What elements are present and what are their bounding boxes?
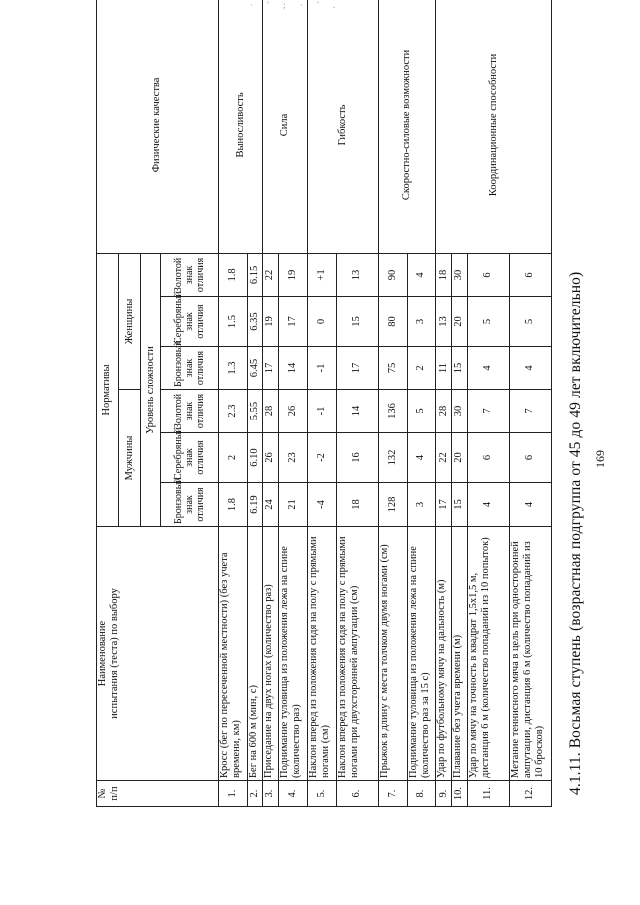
row-value: 28 (263, 390, 279, 433)
row-value: 6 (467, 253, 509, 296)
row-num: 7. (378, 781, 407, 807)
row-value: 26 (278, 390, 307, 433)
row-value: 2 (407, 347, 436, 390)
row-name: Поднимание туловища из положения лежа на спине (количество раз) (278, 527, 307, 781)
row-value: 17 (336, 347, 378, 390)
row-value: 128 (378, 483, 407, 527)
scan-noise: · ' ; · ' . (250, 0, 342, 10)
row-value: 26 (263, 433, 279, 483)
row-value: 18 (336, 483, 378, 527)
row-value: 4 (407, 253, 436, 296)
row-value: 6 (509, 253, 551, 296)
row-value: 17 (263, 347, 279, 390)
row-value: 13 (336, 253, 378, 296)
row-value: 80 (378, 297, 407, 347)
row-value: 22 (263, 253, 279, 296)
row-value: 17 (436, 483, 452, 527)
header-num: № п/п (97, 781, 219, 807)
row-num: 9. (436, 781, 452, 807)
row-value: 6.10 (247, 433, 263, 483)
row-value: 4 (407, 433, 436, 483)
row-value: 1.8 (219, 253, 248, 296)
row-value: 4 (467, 483, 509, 527)
row-value: 30 (452, 390, 468, 433)
section-title: 4.1.11. Восьмая ступень (возрастная подгруппа от 45 до 49 лет включительно) (567, 271, 584, 795)
row-value: 20 (452, 297, 468, 347)
row-value: 6 (467, 433, 509, 483)
header-level: Бронзовый знак отличия (161, 483, 219, 527)
row-value: 21 (278, 483, 307, 527)
quality-strength: Сила (263, 0, 307, 253)
row-value: 4 (467, 347, 509, 390)
row-value: 3 (407, 297, 436, 347)
table-row (263, 0, 279, 807)
row-num: 2. (247, 781, 263, 807)
row-value: -4 (307, 483, 336, 527)
row-name: Бег на 600 м (мин, с) (247, 527, 263, 781)
row-num: 10. (452, 781, 468, 807)
row-value: 20 (452, 433, 468, 483)
row-value: 6.15 (247, 253, 263, 296)
row-value: 23 (278, 433, 307, 483)
row-value: 6.19 (247, 483, 263, 527)
row-value: 17 (278, 297, 307, 347)
row-value: 1.3 (219, 347, 248, 390)
row-value: -2 (307, 433, 336, 483)
row-value: 2.3 (219, 390, 248, 433)
row-name: Прыжок в длину с места толчком двумя ногами (см) (378, 527, 407, 781)
row-value: 6 (509, 433, 551, 483)
row-value: 30 (452, 253, 468, 296)
row-value: 7 (467, 390, 509, 433)
table-row (436, 0, 452, 807)
row-name: Поднимание туловища из положения лежа на спине (количество раз за 15 с) (407, 527, 436, 781)
row-value: 7 (509, 390, 551, 433)
row-num: 3. (263, 781, 279, 807)
row-value: 14 (336, 390, 378, 433)
row-num: 8. (407, 781, 436, 807)
header-difficulty: Уровень сложности (141, 253, 161, 526)
row-name: Плавание без учета времени (м) (452, 527, 468, 781)
row-value: 3 (407, 483, 436, 527)
row-value: 1.5 (219, 297, 248, 347)
row-value: 11 (436, 347, 452, 390)
header-men: Мужчины (119, 390, 141, 527)
row-value: 15 (452, 483, 468, 527)
row-value: -1 (307, 347, 336, 390)
row-value: 22 (436, 433, 452, 483)
row-name: Приседание на двух ногах (количество раз) (263, 527, 279, 781)
header-level: Бронзовый знак отличия (161, 347, 219, 390)
row-value: 136 (378, 390, 407, 433)
quality-endurance: Выносливость (219, 0, 263, 253)
row-value: 5 (509, 297, 551, 347)
norms-table (96, 0, 552, 807)
table-row (307, 0, 336, 807)
row-num: 11. (467, 781, 509, 807)
row-value: 15 (336, 297, 378, 347)
row-name: Метание теннисного мяча в цель при односторонней ампутации, дистанция 6 м (количество попаданий из 10 бросков) (509, 527, 551, 781)
row-value: 16 (336, 433, 378, 483)
row-value: 6.45 (247, 347, 263, 390)
header-name: Наименование испытания (теста) по выбору (97, 527, 219, 781)
row-value: 0 (307, 297, 336, 347)
header-level: Золотой знак отличия (161, 253, 219, 296)
row-value: 14 (278, 347, 307, 390)
table-row (378, 0, 407, 807)
table-row (219, 0, 248, 807)
row-value: 18 (436, 253, 452, 296)
row-value: 19 (263, 297, 279, 347)
row-value: 5 (407, 390, 436, 433)
page-number: 169 (593, 450, 607, 468)
row-num: 5. (307, 781, 336, 807)
quality-speed-strength: Скоростно-силовые возможности (378, 0, 436, 253)
header-women: Женщины (119, 253, 141, 389)
row-name: Удар по футбольному мячу на дальность (м) (436, 527, 452, 781)
header-level: Серебряный знак отличия (161, 297, 219, 347)
row-num: 4. (278, 781, 307, 807)
row-value: 2 (219, 433, 248, 483)
row-value: 5.55 (247, 390, 263, 433)
row-value: -1 (307, 390, 336, 433)
row-value: 132 (378, 433, 407, 483)
header-level: Серебряный знак отличия (161, 433, 219, 483)
row-name: Наклон вперед из положения сидя на полу с прямыми ногами (см) (307, 527, 336, 781)
row-num: 1. (219, 781, 248, 807)
row-name: Удар по мячу на точность в квадрат 1,5х1,5 м, дистанция 6 м (количество попаданий из 10 попыток) (467, 527, 509, 781)
row-name: Наклон вперед из положения сидя на полу с прямыми ногами при двухсторонней ампутации (см) (336, 527, 378, 781)
row-value: 4 (509, 483, 551, 527)
quality-flexibility: Гибкость (307, 0, 378, 253)
row-value: 15 (452, 347, 468, 390)
row-num: 12. (509, 781, 551, 807)
row-value: 6.35 (247, 297, 263, 347)
row-value: 24 (263, 483, 279, 527)
row-value: +1 (307, 253, 336, 296)
row-value: 13 (436, 297, 452, 347)
row-value: 90 (378, 253, 407, 296)
row-value: 4 (509, 347, 551, 390)
row-value: 75 (378, 347, 407, 390)
row-value: 19 (278, 253, 307, 296)
row-name: Кросс (бег по пересеченной местности) (без учета времени, км) (219, 527, 248, 781)
header-level: Золотой знак отличия (161, 390, 219, 433)
row-value: 5 (467, 297, 509, 347)
row-value: 1.8 (219, 483, 248, 527)
header-norms: Нормативы (97, 253, 119, 526)
header-qualities: Физические качества (97, 0, 219, 253)
row-value: 28 (436, 390, 452, 433)
quality-coordination: Координационные способности (436, 0, 552, 253)
row-num: 6. (336, 781, 378, 807)
